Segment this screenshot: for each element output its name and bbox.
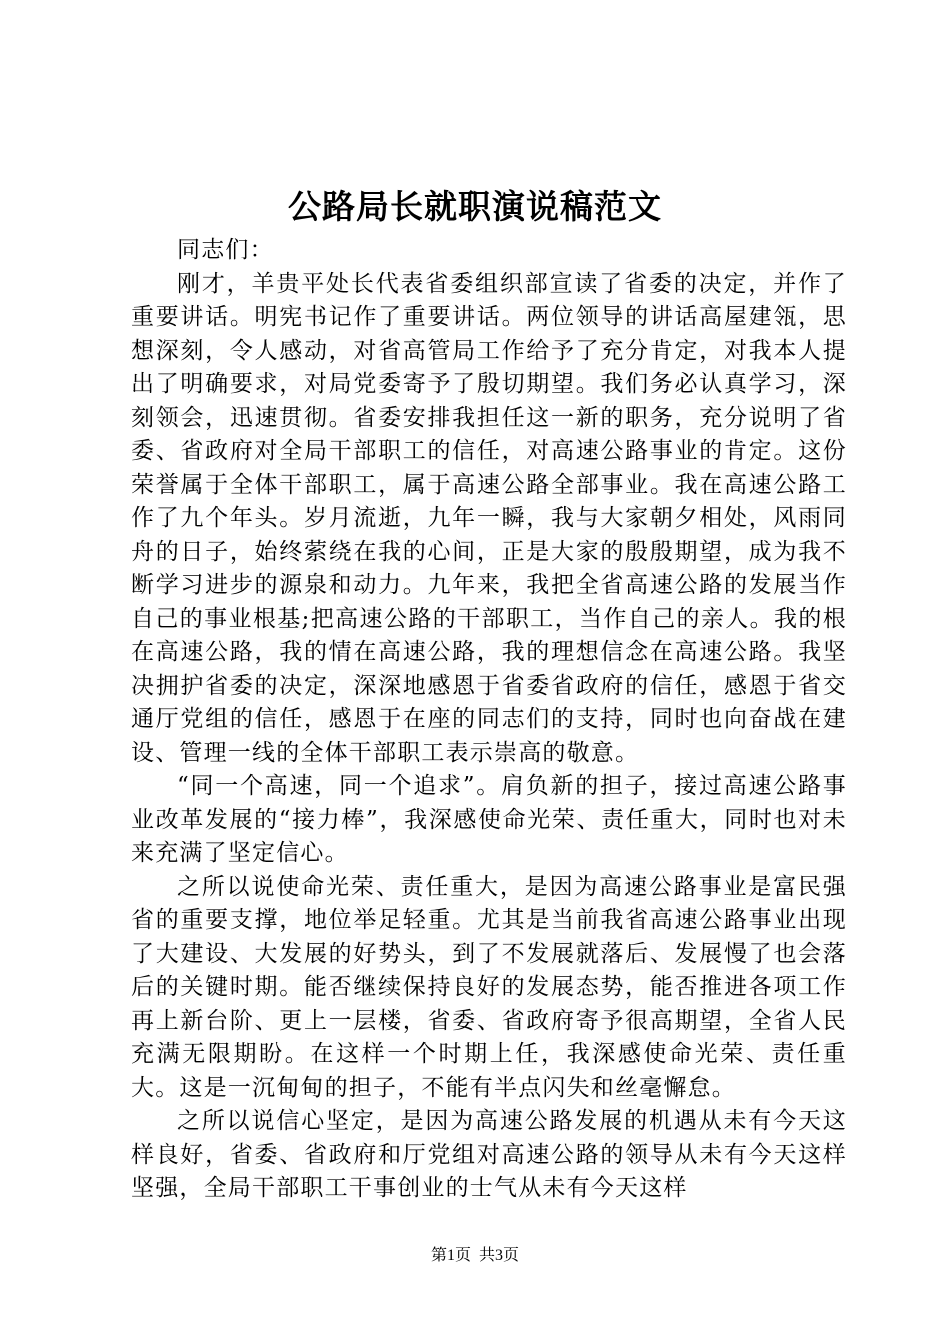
- page-number: 第1页: [430, 1247, 471, 1264]
- page-footer: [0, 1244, 950, 1268]
- document-body: [131, 234, 847, 1206]
- salutation-paragraph: 同志们：: [177, 237, 274, 263]
- body-paragraph: 之所以说使命光荣、责任重大，是因为高速公路事业是富民强省的重要支撑，地位举足轻重。尤其是当前我省高速公路事业出现了大建设、大发展的好势头，到了不发展就落后、发展慢了也会落后的关键时期。能否继续保持良好的发展态势，能否推进各项工作再上新台阶、更上一层楼，省委、省政府寄予很高期望，全省人民充满无限期盼。在这样一个时期上任，我深感使命光荣、责任重大。这是一沉甸甸的担子，不能有半点闪失和丝毫懈怠。: [131, 873, 847, 1101]
- page-total: 共3页: [479, 1247, 520, 1264]
- body-paragraph: 之所以说信心坚定，是因为高速公路发展的机遇从未有今天这样良好，省委、省政府和厅党组对高速公路的领导从未有今天这样坚强，全局干部职工干事创业的士气从未有今天这样: [131, 1108, 847, 1201]
- document-title: 公路局长就职演说稿范文: [288, 187, 662, 226]
- body-paragraph: “同一个高速，同一个追求”。肩负新的担子，接过高速公路事业改革发展的“接力棒”，我深感使命光荣、责任重大，同时也对未来充满了坚定信心。: [131, 773, 847, 866]
- body-paragraph: 刚才，羊贵平处长代表省委组织部宣读了省委的决定，并作了重要讲话。明宪书记作了重要讲话。两位领导的讲话高屋建瓴，思想深刻，令人感动，对省高管局工作给予了充分肯定，对我本人提出了明确要求，对局党委寄予了殷切期望。我们务必认真学习，深刻领会，迅速贯彻。省委安排我担任这一新的职务，充分说明了省委、省政府对全局干部职工的信任，对高速公路事业的肯定。这份荣誉属于全体干部职工，属于高速公路全部事业。我在高速公路工作了九个年头。岁月流逝，九年一瞬，我与大家朝夕相处，风雨同舟的日子，始终萦绕在我的心间，正是大家的殷殷期望，成为我不断学习进步的源泉和动力。九年来，我把全省高速公路的发展当作自己的事业根基;把高速公路的干部职工，当作自己的亲人。我的根在高速公路，我的情在高速公路，我的理想信念在高速公路。我坚决拥护省委的决定，深深地感恩于省委省政府的信任，感恩于省交通厅党组的信任，感恩于在座的同志们的支持，同时也向奋战在建设、管理一线的全体干部职工表示崇高的敬意。: [131, 270, 847, 766]
